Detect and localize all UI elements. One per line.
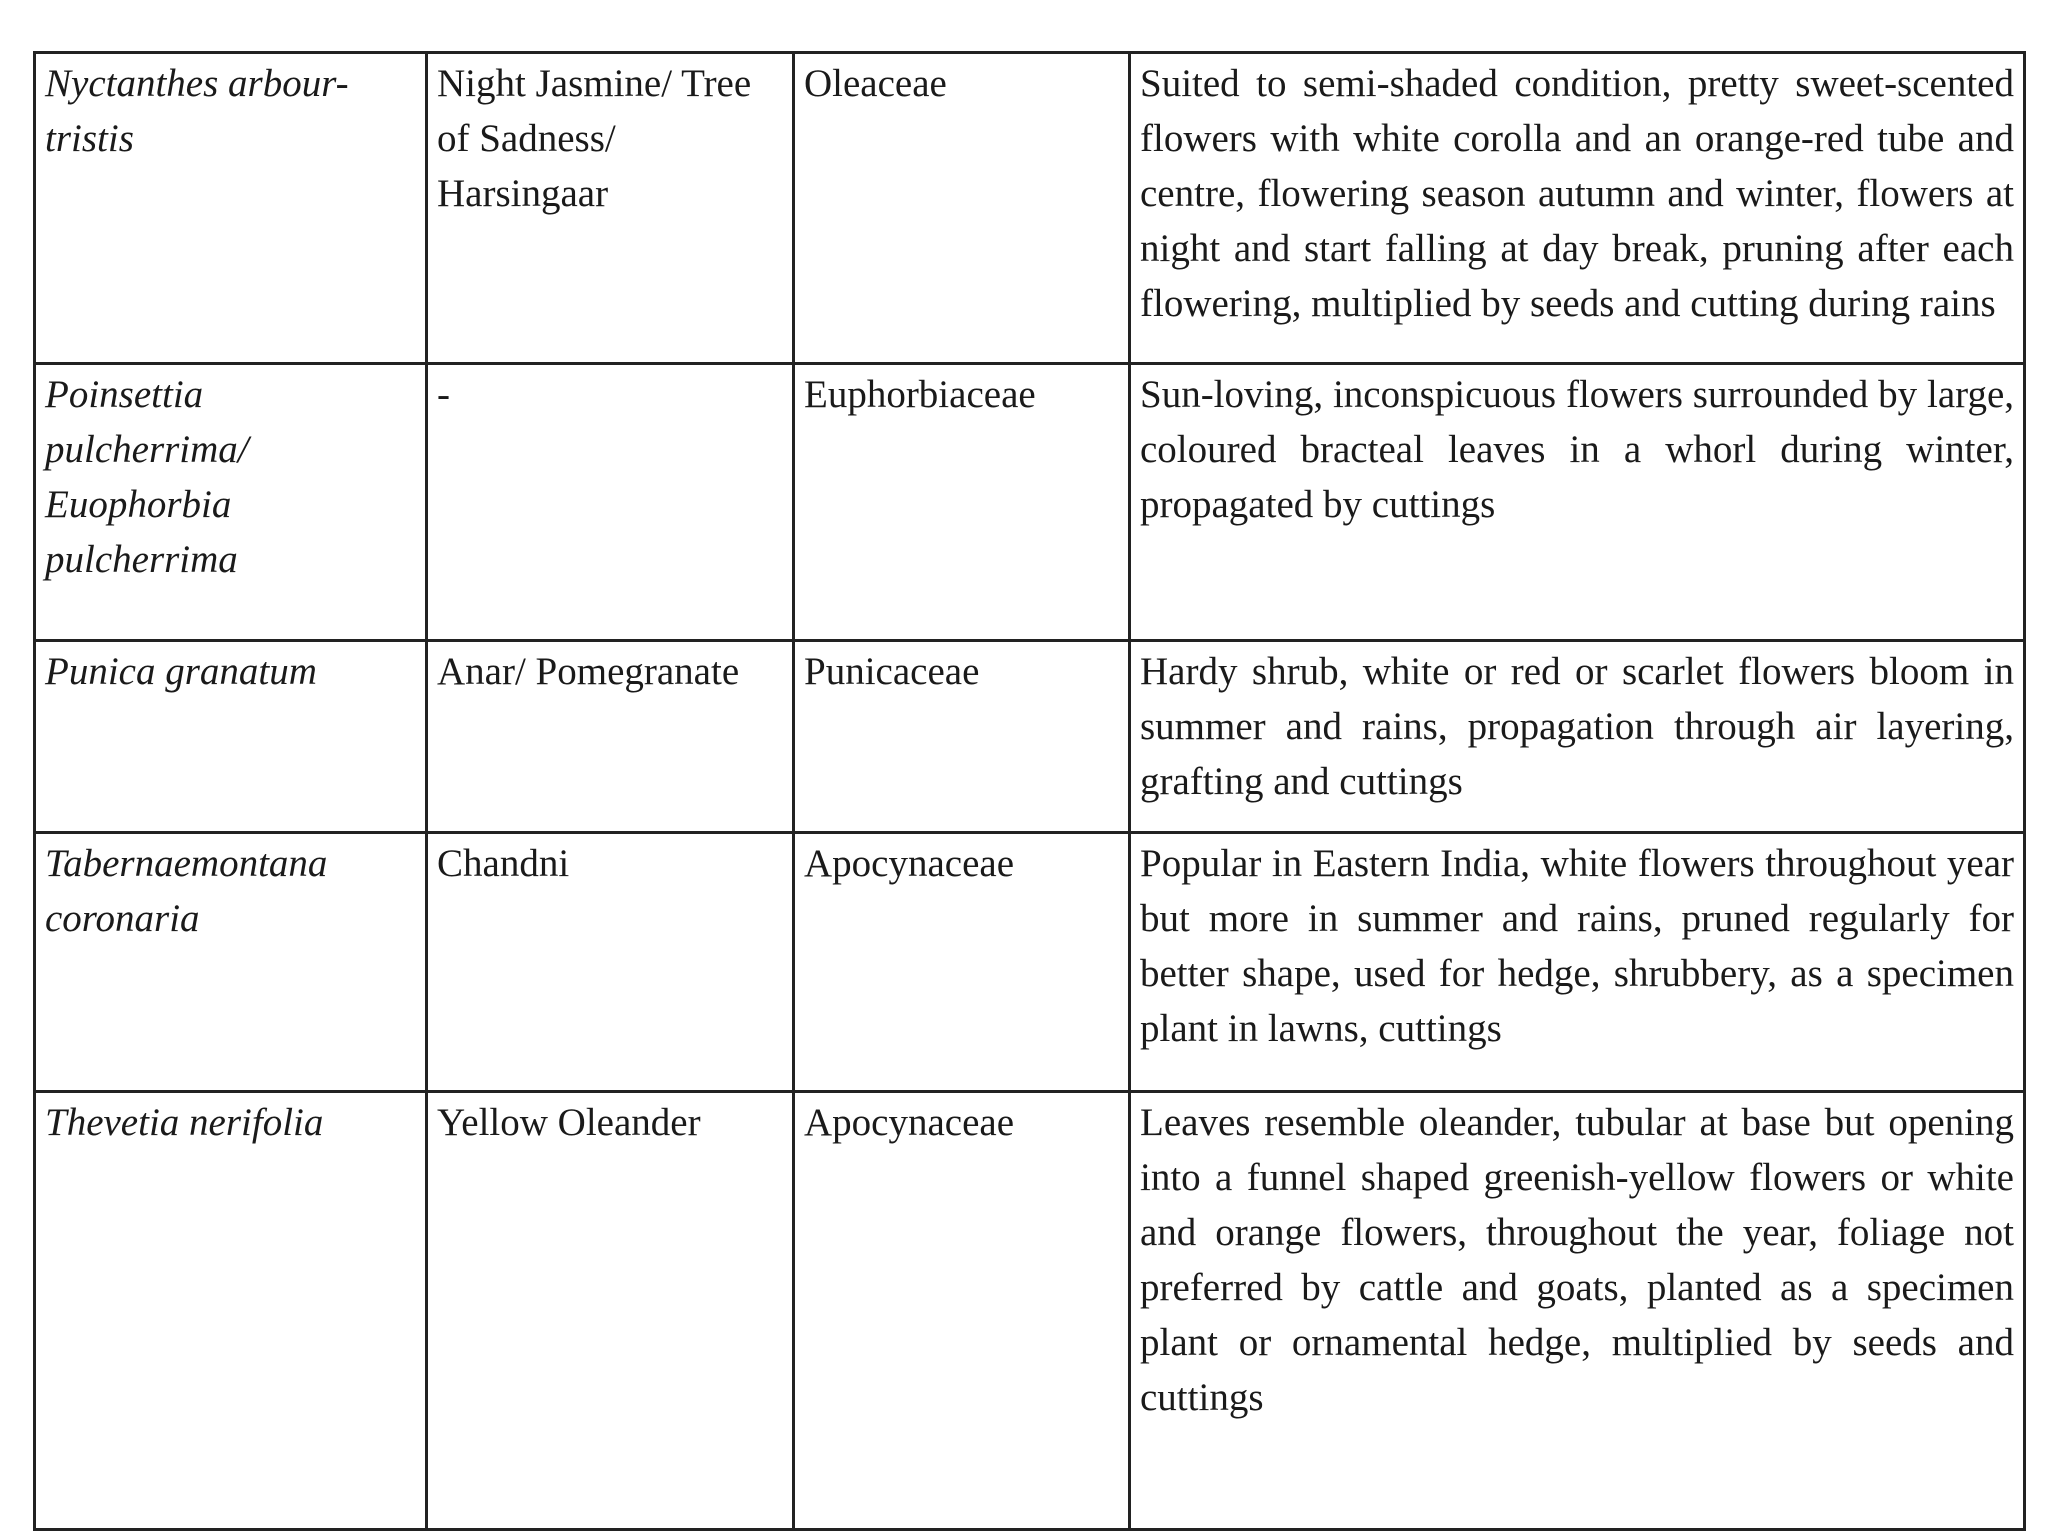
table-row — [35, 1092, 2025, 1530]
table-row — [35, 641, 2025, 833]
description-cell: Popular in Eastern India, white flowers throughout year but more in summer and rains, pruned regularly for better shape, used for hedge, shrubbery, as a specimen plant in lawns, cuttings — [1130, 833, 2025, 1092]
table-row — [35, 833, 2025, 1092]
description-cell: Hardy shrub, white or red or scarlet flowers bloom in summer and rains, propagation through air layering, grafting and cuttings — [1130, 641, 2025, 833]
table-row — [35, 364, 2025, 641]
family-cell: Oleaceae — [794, 53, 1130, 364]
common-name-cell: - — [427, 364, 794, 641]
plant-table — [33, 51, 2026, 1531]
botanical-name-cell: Poinsettia pulcherrima/ Euophorbia pulcherrima — [35, 364, 427, 641]
description-cell: Suited to semi-shaded condition, pretty sweet-scented flowers with white corolla and an orange-red tube and centre, flowering season autumn and winter, flowers at night and start falling at day break, pruning after each flowering, multiplied by seeds and cutting during rains — [1130, 53, 2025, 364]
table-row — [35, 53, 2025, 364]
plant-table-container — [33, 51, 2023, 1531]
botanical-name-cell: Nyctanthes arbour-tristis — [35, 53, 427, 364]
family-cell: Apocynaceae — [794, 1092, 1130, 1530]
common-name-cell: Night Jasmine/ Tree of Sadness/ Harsingaar — [427, 53, 794, 364]
family-cell: Apocynaceae — [794, 833, 1130, 1092]
family-cell: Euphorbiaceae — [794, 364, 1130, 641]
description-cell: Leaves resemble oleander, tubular at base but opening into a funnel shaped greenish-yellow flowers or white and orange flowers, throughout the year, foliage not preferred by cattle and goats, planted as a specimen plant or ornamental hedge, multiplied by seeds and cuttings — [1130, 1092, 2025, 1530]
botanical-name-cell: Punica granatum — [35, 641, 427, 833]
botanical-name-cell: Tabernaemontana coronaria — [35, 833, 427, 1092]
botanical-name-cell: Thevetia nerifolia — [35, 1092, 427, 1530]
common-name-cell: Yellow Oleander — [427, 1092, 794, 1530]
description-cell: Sun-loving, inconspicuous flowers surrounded by large, coloured bracteal leaves in a whorl during winter, propagated by cuttings — [1130, 364, 2025, 641]
common-name-cell: Anar/ Pomegranate — [427, 641, 794, 833]
common-name-cell: Chandni — [427, 833, 794, 1092]
family-cell: Punicaceae — [794, 641, 1130, 833]
